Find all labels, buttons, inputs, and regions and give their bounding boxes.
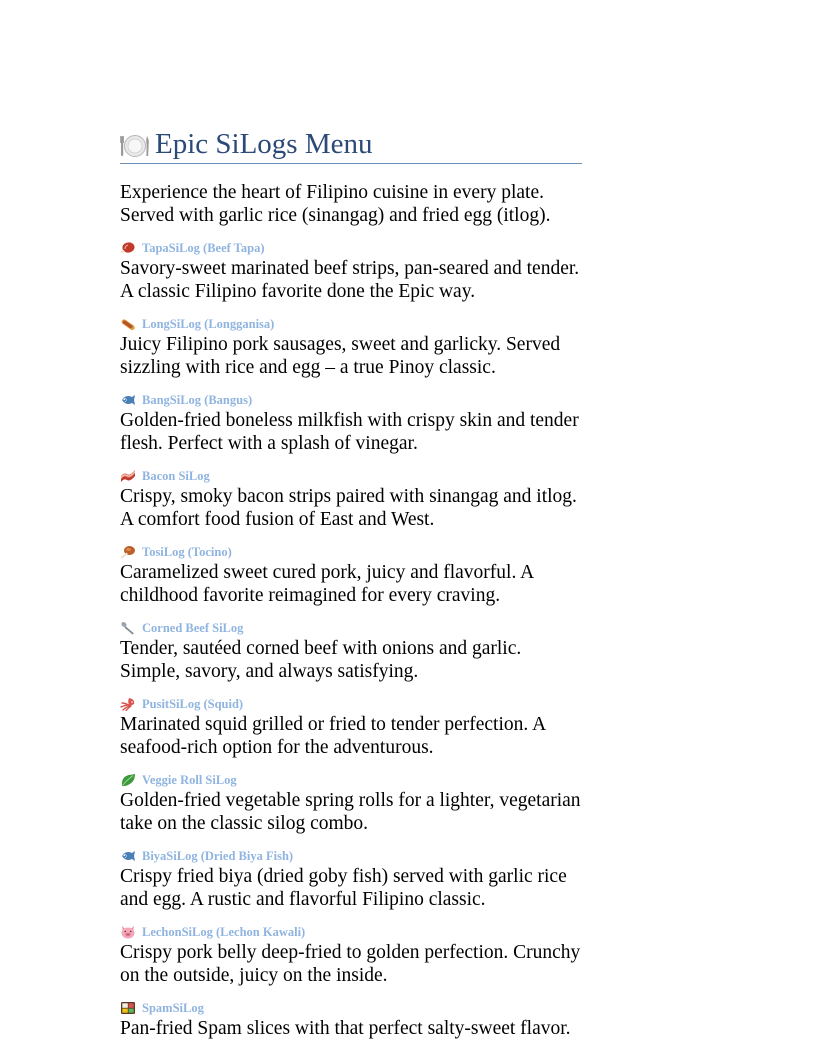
- menu-item-name: BangSiLog (Bangus): [142, 393, 253, 407]
- menu-item-header: [120, 620, 582, 636]
- menu-item: [120, 240, 582, 303]
- menu-item-name: Corned Beef SiLog: [142, 621, 244, 635]
- bento-box-icon: [120, 1001, 136, 1015]
- menu-item: [120, 772, 582, 835]
- menu-item-header: [120, 924, 582, 940]
- menu-item: [120, 696, 582, 759]
- menu-item-name: PusitSiLog (Squid): [142, 697, 244, 711]
- menu-item-description: Pan-fried Spam slices with that perfect salty-sweet flavor.: [120, 1018, 571, 1039]
- plate-fork-knife-icon: [120, 134, 150, 158]
- menu-item-name: Bacon SiLog: [142, 469, 210, 483]
- menu-item-header: [120, 696, 582, 712]
- menu-item-name: TapaSiLog (Beef Tapa): [142, 241, 265, 255]
- menu-item-header: [120, 1000, 582, 1016]
- menu-header: [120, 126, 582, 164]
- menu-item-description: Juicy Filipino pork sausages, sweet and garlicky. Served sizzling with rice and egg – a true Pinoy classic.: [120, 334, 561, 378]
- drumstick-icon: [120, 545, 136, 559]
- squid-icon: [120, 697, 136, 711]
- menu-item: [120, 1000, 582, 1040]
- menu-item-header: [120, 240, 582, 256]
- pig-face-icon: [120, 925, 136, 939]
- menu-item: [120, 316, 582, 379]
- menu-item: [120, 620, 582, 683]
- menu-item-name: TosiLog (Tocino): [142, 545, 232, 559]
- menu-item-header: [120, 544, 582, 560]
- menu-item-description: Savory-sweet marinated beef strips, pan-seared and tender. A classic Filipino favorite done the Epic way.: [120, 258, 580, 302]
- menu-item-description: Marinated squid grilled or fried to tender perfection. A seafood-rich option for the adventurous.: [120, 714, 546, 758]
- fish-icon: [120, 393, 136, 407]
- menu-item-name: BiyaSiLog (Dried Biya Fish): [142, 849, 294, 863]
- menu-item: [120, 544, 582, 607]
- menu-item-header: [120, 392, 582, 408]
- menu-item: [120, 468, 582, 531]
- menu-item-header: [120, 848, 582, 864]
- menu-item-description: Crispy fried biya (dried goby fish) served with garlic rice and egg. A rustic and flavorful Filipino classic.: [120, 866, 567, 910]
- menu-item-description: Tender, sautéed corned beef with onions and garlic. Simple, savory, and always satisfying.: [120, 638, 522, 682]
- menu-item-description: Golden-fried vegetable spring rolls for a lighter, vegetarian take on the classic silog combo.: [120, 790, 581, 834]
- fish-icon: [120, 849, 136, 863]
- menu-item-description: Crispy, smoky bacon strips paired with sinangag and itlog. A comfort food fusion of East and West.: [120, 486, 577, 530]
- menu-item-header: [120, 772, 582, 788]
- bacon-icon: [120, 469, 136, 483]
- sausage-icon: [120, 317, 136, 331]
- menu-item-name: LongSiLog (Longganisa): [142, 317, 275, 331]
- meat-icon: [120, 241, 136, 255]
- menu-item-description: Crispy pork belly deep-fried to golden perfection. Crunchy on the outside, juicy on the inside.: [120, 942, 581, 986]
- menu-item-header: [120, 468, 582, 484]
- menu-item: [120, 924, 582, 987]
- menu-item: [120, 392, 582, 455]
- menu-intro: Experience the heart of Filipino cuisine in every plate. Served with garlic rice (sinangag) and fried egg (itlog).: [120, 182, 551, 226]
- spoon-icon: [120, 621, 136, 635]
- menu-page: [120, 126, 582, 1040]
- menu-item-description: Caramelized sweet cured pork, juicy and flavorful. A childhood favorite reimagined for every craving.: [120, 562, 534, 606]
- menu-item: [120, 848, 582, 911]
- menu-item-name: Veggie Roll SiLog: [142, 773, 237, 787]
- leafy-green-icon: [120, 773, 136, 787]
- menu-item-name: LechonSiLog (Lechon Kawali): [142, 925, 306, 939]
- menu-item-header: [120, 316, 582, 332]
- menu-item-name: SpamSiLog: [142, 1001, 204, 1015]
- menu-item-description: Golden-fried boneless milkfish with crispy skin and tender flesh. Perfect with a splash of vinegar.: [120, 410, 579, 454]
- page-title: Epic SiLogs Menu: [155, 128, 373, 160]
